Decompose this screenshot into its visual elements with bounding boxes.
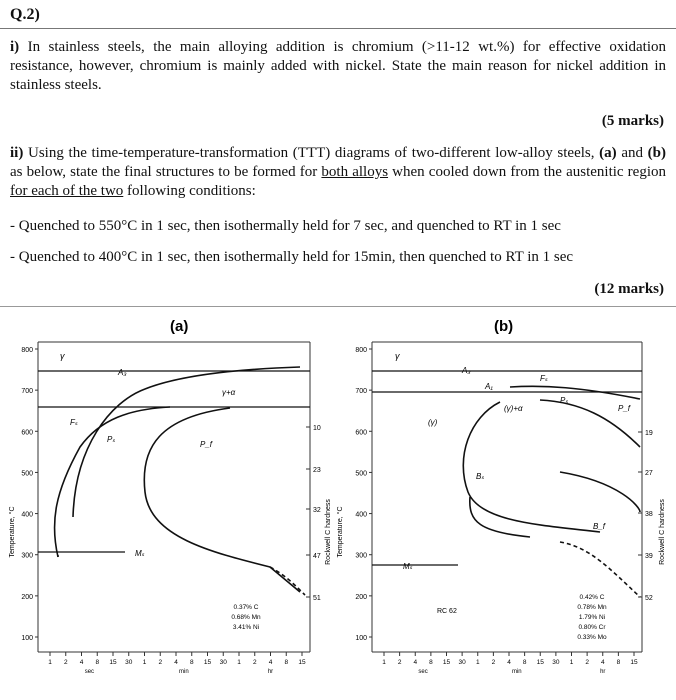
x-tick-label: 8 xyxy=(284,659,289,666)
chart-a-pearlite-start-curve xyxy=(54,407,170,557)
y-tick-label: 600 xyxy=(355,429,367,437)
y-tick-label: 500 xyxy=(355,470,367,478)
y-tick-label: 600 xyxy=(21,429,33,437)
underline-both-alloys: both alloys xyxy=(321,164,389,180)
chart-b-bainite-finish-dashed xyxy=(560,542,640,597)
chart-a-label-gamma-alpha: γ+α xyxy=(222,388,236,397)
chart-b-composition xyxy=(577,594,607,641)
x-tick-label: 4 xyxy=(507,659,511,666)
chart-b-hardness xyxy=(638,430,653,602)
chart-a-hardness-label: Rockwell C hardness xyxy=(325,499,332,565)
part2-body-c: when cooled down from the austenitic region xyxy=(392,164,667,180)
x-tick-label: 15 xyxy=(109,659,117,666)
chart-a-hardness xyxy=(306,425,321,602)
x-unit-label: hr xyxy=(267,669,274,675)
chart-b-label-a1: A₁ xyxy=(485,382,493,391)
y-tick-label: 500 xyxy=(21,470,33,478)
x-tick-label: 2 xyxy=(397,659,402,666)
part2-body-b: as below, state the final structures to be formed for xyxy=(10,164,318,180)
chart-b-label-pf: P_f xyxy=(618,404,631,413)
hardness-value: 27 xyxy=(645,470,653,477)
x-tick-label: 2 xyxy=(491,659,496,666)
composition-line: 0.78% Mn xyxy=(577,604,607,611)
y-tick-label: 800 xyxy=(21,347,33,354)
y-tick-label: 300 xyxy=(21,552,33,560)
y-tick-label: 800 xyxy=(355,347,367,354)
composition-line: 1.79% Ni xyxy=(578,614,606,621)
x-tick-label: 8 xyxy=(429,659,433,666)
hardness-value: 10 xyxy=(313,425,321,432)
chart-b-label-ms: Mₛ xyxy=(403,562,413,571)
hardness-value: 52 xyxy=(645,595,653,602)
x-tick-label: 15 xyxy=(298,659,306,666)
x-tick-label: 30 xyxy=(219,659,227,666)
ref-a: (a) xyxy=(599,145,617,161)
x-tick-label: 15 xyxy=(536,659,544,666)
hardness-value: 51 xyxy=(313,595,321,602)
chart-a-ylabel: Temperature, °C xyxy=(9,506,16,558)
part1-body: In stainless steels, the main alloying addition is chromium (>11-12 wt.%) for effective oxidation resistance, however, chromium is mainly added with nickel. State the main reason for nickel addition in stainless steels. xyxy=(10,39,666,93)
chart-b-ferrite-start-curve xyxy=(510,386,640,399)
y-tick-label: 700 xyxy=(21,388,33,396)
chart-a-label-fs: Fₛ xyxy=(70,418,78,427)
chart-a-yaxis xyxy=(21,347,38,642)
chart-b-label-gamma: γ xyxy=(395,351,400,361)
chart-b-label-fs: Fₛ xyxy=(540,374,548,383)
composition-line: 0.37% C xyxy=(233,604,259,611)
part1-marks: (5 marks) xyxy=(601,113,664,129)
chart-b-hardness-label: Rockwell C hardness xyxy=(659,499,666,565)
hardness-value: 32 xyxy=(313,507,321,514)
x-unit-label: min xyxy=(179,669,189,675)
y-tick-label: 200 xyxy=(355,593,367,601)
x-tick-label: 4 xyxy=(600,659,605,666)
y-tick-label: 200 xyxy=(21,593,33,601)
x-tick-label: 2 xyxy=(252,659,257,666)
chart-a-xaxis xyxy=(48,652,306,675)
condition-1: - Quenched to 550°C in 1 sec, then isothermally held for 7 sec, and quenched to RT in 1 sec xyxy=(10,218,561,234)
top-divider xyxy=(0,28,676,29)
x-tick-label: 1 xyxy=(382,659,386,666)
y-tick-label: 300 xyxy=(355,552,367,560)
x-tick-label: 30 xyxy=(125,659,133,666)
chart-b-label-ps: Pₛ xyxy=(560,396,569,405)
chart-b-label-gamma-paren: (γ) xyxy=(428,418,438,427)
x-unit-label: sec xyxy=(418,669,428,675)
x-tick-label: 15 xyxy=(442,659,451,666)
y-tick-label: 400 xyxy=(21,511,33,519)
hardness-value: 39 xyxy=(645,553,653,560)
x-tick-label: 4 xyxy=(174,659,178,666)
part2-marks: (12 marks) xyxy=(594,281,664,297)
underline-each-of-two: for each of the two xyxy=(10,183,124,199)
x-tick-label: 1 xyxy=(142,659,147,666)
composition-line: 0.33% Mo xyxy=(577,634,607,641)
x-tick-label: 8 xyxy=(616,659,621,666)
hardness-value: 47 xyxy=(313,553,321,560)
x-tick-label: 8 xyxy=(95,659,100,666)
x-unit-label: sec xyxy=(84,669,95,675)
part2-text xyxy=(10,144,666,201)
part2-body-d: following conditions: xyxy=(127,183,256,199)
x-unit-label: min xyxy=(511,669,522,675)
chart-b-xaxis xyxy=(382,652,638,675)
ttt-diagram-b xyxy=(336,318,666,675)
x-tick-label: 4 xyxy=(413,659,418,666)
chart-a-composition xyxy=(231,604,261,631)
chart-b-ylabel: Temperature, °C xyxy=(337,506,344,558)
y-tick-label: 400 xyxy=(355,511,367,519)
composition-line: 0.42% C xyxy=(579,594,605,601)
y-tick-label: 100 xyxy=(355,635,367,642)
part2-label: ii) xyxy=(10,145,24,161)
x-unit-label: hr xyxy=(600,669,606,675)
y-tick-label: 700 xyxy=(355,388,367,396)
x-tick-label: 1 xyxy=(237,659,241,666)
x-tick-label: 15 xyxy=(630,659,638,666)
x-tick-label: 2 xyxy=(585,659,589,666)
x-tick-label: 1 xyxy=(48,659,52,666)
hardness-value: 23 xyxy=(313,467,321,474)
composition-line: 0.80% Cr xyxy=(578,624,606,631)
chart-a-label-ms: Mₛ xyxy=(135,549,145,558)
chart-b-label-rc62: RC 62 xyxy=(437,608,457,615)
condition-2: - Quenched to 400°C in 1 sec, then isothermally held for 15min, then quenched to RT in 1 sec xyxy=(10,249,574,265)
part1-text xyxy=(10,38,666,95)
composition-line: 3.41% Ni xyxy=(232,624,260,631)
chart-a-label-ps: Pₛ xyxy=(107,435,116,444)
chart-a-title: (a) xyxy=(170,318,189,335)
chart-a-label-a3: A₃ xyxy=(118,368,127,377)
chart-a-pearlite-finish-curve xyxy=(144,408,300,592)
ref-b: (b) xyxy=(647,145,667,161)
x-tick-label: 15 xyxy=(203,659,212,666)
chart-b-pearlite-start-curve xyxy=(463,402,600,532)
chart-a-label-gamma: γ xyxy=(60,351,65,361)
part1-label: i) xyxy=(10,39,20,55)
chart-b-label-a3: A₃ xyxy=(462,366,471,375)
hardness-value: 38 xyxy=(645,511,653,518)
x-tick-label: 2 xyxy=(63,659,68,666)
and-word: and xyxy=(621,145,643,161)
y-tick-label: 100 xyxy=(21,635,33,642)
x-tick-label: 4 xyxy=(79,659,84,666)
x-tick-label: 4 xyxy=(268,659,273,666)
x-tick-label: 8 xyxy=(189,659,194,666)
x-tick-label: 8 xyxy=(522,659,527,666)
chart-b-title: (b) xyxy=(494,318,514,335)
hardness-value: 19 xyxy=(645,430,653,437)
chart-b-label-bs: Bₛ xyxy=(476,472,485,481)
ttt-diagram-a xyxy=(8,318,332,675)
question-number: Q.2) xyxy=(10,6,40,23)
chart-a-label-pf: P_f xyxy=(200,440,213,449)
x-tick-label: 30 xyxy=(552,659,560,666)
x-tick-label: 30 xyxy=(458,659,466,666)
chart-b-bainite-upper-curve xyxy=(560,472,640,512)
x-tick-label: 1 xyxy=(569,659,574,666)
chart-b-label-bf: B_f xyxy=(593,522,606,531)
x-tick-label: 2 xyxy=(158,659,163,666)
part2-body-a: Using the time-temperature-transformation (TTT) diagrams of two-different low-alloy steels, xyxy=(28,145,595,161)
x-tick-label: 1 xyxy=(475,659,480,666)
chart-b-label-gamma-alpha: (γ)+α xyxy=(504,404,523,413)
chart-b-yaxis xyxy=(355,347,372,642)
composition-line: 0.68% Mn xyxy=(231,614,261,621)
ttt-diagrams-figure xyxy=(0,307,676,700)
